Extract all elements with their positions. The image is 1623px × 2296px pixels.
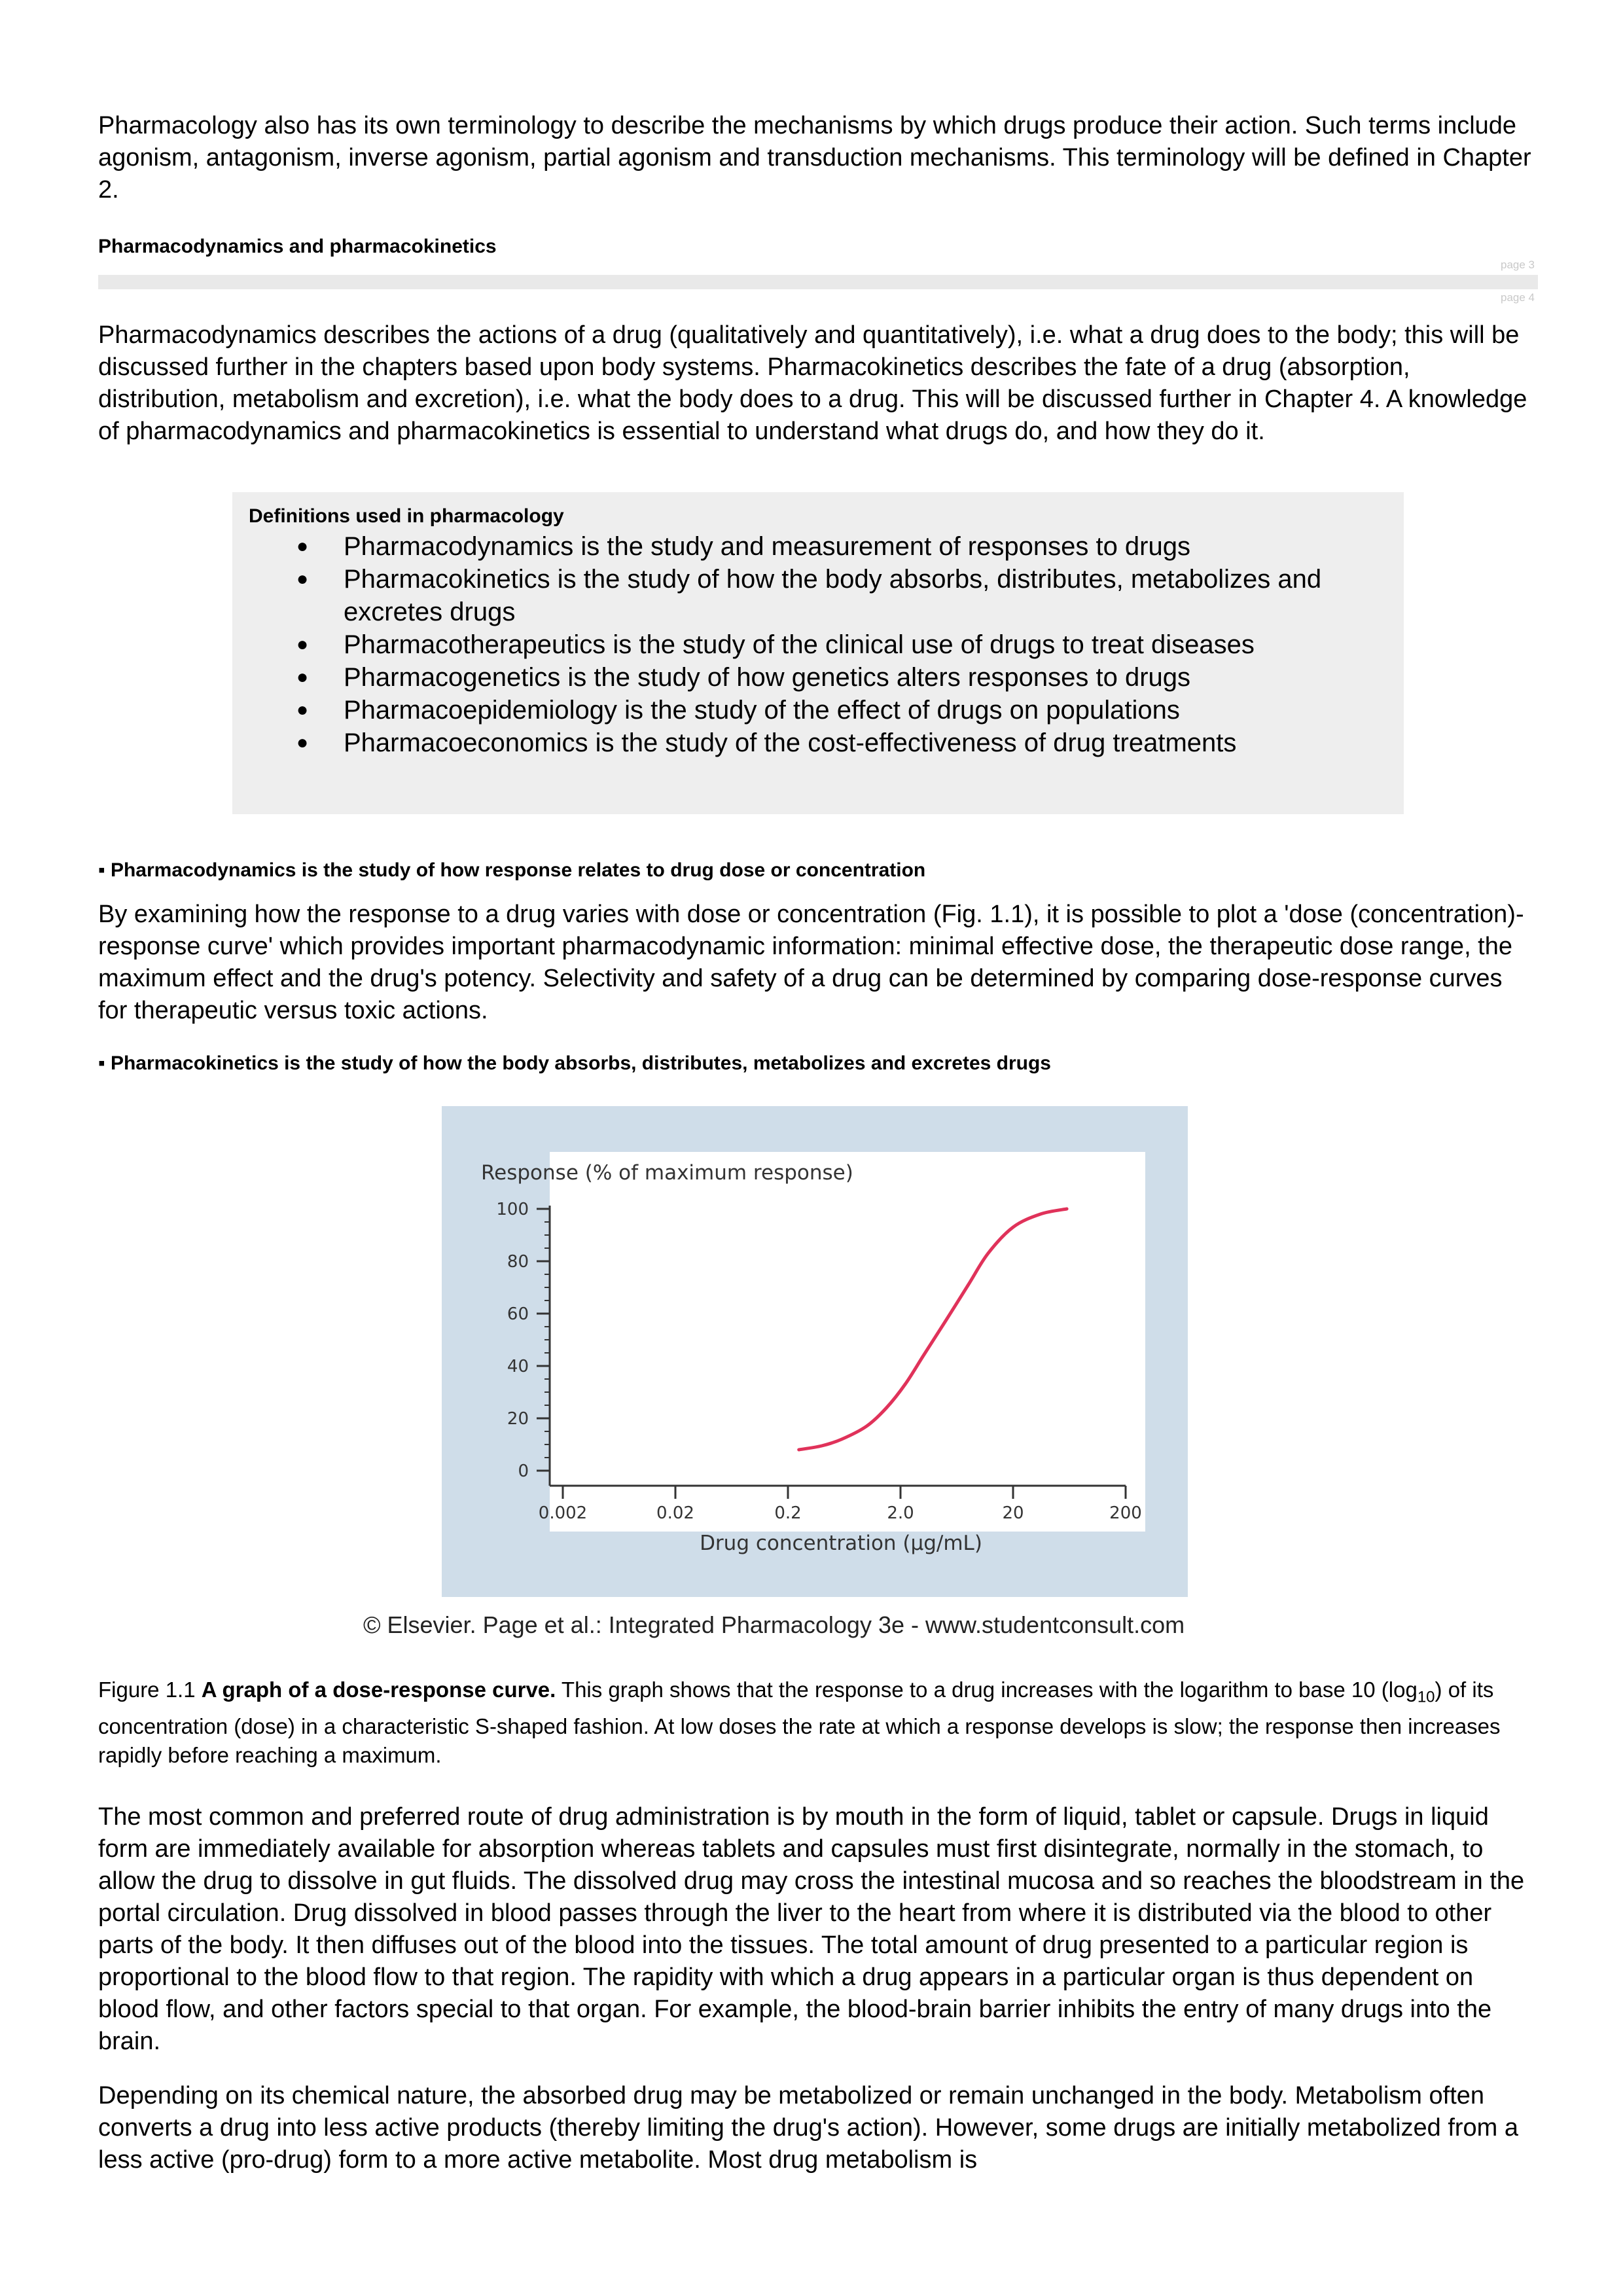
dose-response-figure: [442, 1106, 1188, 1597]
bullet-icon: ●: [296, 732, 309, 753]
bullet-icon: ●: [296, 535, 309, 557]
y-tick-label: 40: [507, 1357, 529, 1376]
caption-subscript: 10: [1417, 1688, 1435, 1706]
bullet-icon: ●: [296, 699, 309, 721]
y-axis: [496, 1200, 550, 1486]
caption-text-1: This graph shows that the response to a drug increases with the logarithm to base 10 (log: [556, 1677, 1418, 1702]
x-tick-label: 0.02: [656, 1503, 694, 1523]
y-tick-label: 80: [507, 1252, 529, 1272]
heading-pharmacokinetics: ▪ Pharmacokinetics is the study of how the body absorbs, distributes, metabolizes and excretes drugs: [98, 1052, 1051, 1074]
definition-item: ● Pharmacoepidemiology is the study of the effect of drugs on populations: [232, 694, 1351, 726]
definitions-list: [232, 530, 1351, 759]
x-tick-label: 200: [1109, 1503, 1142, 1523]
figure-caption: [98, 1676, 1544, 1770]
intro-paragraph: Pharmacology also has its own terminology to describe the mechanisms by which drugs produce their action. Such terms include agonism, antagonism, inverse agonism, partial agonism and transduction mechanisms. This terminology will be defined in Chapter 2.: [98, 112, 1531, 204]
y-axis-label: Response (% of maximum response): [481, 1161, 853, 1185]
definitions-title: Definitions used in pharmacology: [249, 505, 564, 527]
dose-response-chart: [442, 1106, 1188, 1597]
section-heading: Pharmacodynamics and pharmacokinetics: [98, 236, 497, 257]
definitions-box: [232, 492, 1404, 814]
pd-paragraph: By examining how the response to a drug varies with dose or concentration (Fig. 1.1), it is possible to plot a 'dose (concentration)-response curve' which provides important pharmacodynamic information: minimal effective dose, the therapeutic dose range, the maximum effect and the drug's potency. Selectivity and safety of a drug can be determined by comparing dose-response curves for therapeutic versus toxic actions.: [98, 901, 1524, 1024]
caption-text-2: ) of its concentration (dose) in a characteristic S-shaped fashion. At low doses the rate at which a response develops is slow; the response then increases rapidly before reaching a maximum.: [98, 1677, 1501, 1767]
definition-item: ● Pharmacokinetics is the study of how the body absorbs, distributes, metabolizes and excretes drugs: [232, 563, 1351, 628]
x-axis-label: Drug concentration (μg/mL): [700, 1532, 982, 1555]
x-tick-label: 20: [1002, 1503, 1024, 1523]
definition-item: ● Pharmacogenetics is the study of how genetics alters responses to drugs: [232, 661, 1351, 694]
x-tick-label: 0.2: [774, 1503, 802, 1523]
route-paragraph: The most common and preferred route of drug administration is by mouth in the form of liquid, tablet or capsule. Drugs in liquid form are immediately available for absorption whereas tablets and capsules must first disintegrate, normally in the stomach, to allow the drug to dissolve in gut fluids. The dissolved drug may cross the intestinal mucosa and so reaches the bloodstream in the portal circulation. Drug dissolved in blood passes through the liver to the heart from where it is distributed via the blood to other parts of the body. It then diffuses out of the blood into the tissues. The total amount of drug presented to a particular region is proportional to the blood flow to that region. The rapidity with which a drug appears in a particular organ is thus dependent on blood flow, and other factors special to that organ. For example, the blood-brain barrier inhibits the entry of many drugs into the brain.: [98, 1803, 1525, 2055]
pd-pk-paragraph: Pharmacodynamics describes the actions of a drug (qualitatively and quantitatively), i.e. what a drug does to the body; this will be discussed further in the chapters based upon body systems. Pharmacokinetics describes the fate of a drug (absorption, distribution, metabolism and excretion), i.e. what the body does to a drug. This will be discussed further in Chapter 4. A knowledge of pharmacodynamics and pharmacokinetics is essential to understand what drugs do, and how they do it.: [98, 321, 1527, 445]
caption-label: Figure 1.1: [98, 1677, 202, 1702]
bullet-icon: ●: [296, 634, 309, 655]
page-label-4: page 4: [1501, 291, 1535, 304]
y-tick-label: 0: [518, 1462, 529, 1481]
metabolism-paragraph: Depending on its chemical nature, the absorbed drug may be metabolized or remain unchanged in the body. Metabolism often converts a drug into less active products (thereby limiting the drug's action). However, some drugs are initially metabolized from a less active (pro-drug) form to a more active metabolite. Most drug metabolism is: [98, 2082, 1519, 2174]
caption-title: A graph of a dose-response curve.: [201, 1677, 556, 1702]
y-tick-label: 20: [507, 1409, 529, 1429]
definition-item: ● Pharmacodynamics is the study and measurement of responses to drugs: [232, 530, 1351, 563]
definition-item: ● Pharmacotherapeutics is the study of the clinical use of drugs to treat diseases: [232, 628, 1351, 661]
y-tick-label: 100: [496, 1200, 529, 1219]
page-break-bar: [98, 275, 1538, 289]
plot-area: [550, 1152, 1145, 1532]
definition-item: ● Pharmacoeconomics is the study of the cost-effectiveness of drug treatments: [232, 726, 1351, 759]
bullet-icon: ●: [296, 568, 309, 590]
x-tick-label: 0.002: [538, 1503, 588, 1523]
y-tick-label: 60: [507, 1304, 529, 1324]
page-label-3: page 3: [1501, 259, 1535, 271]
x-tick-label: 2.0: [887, 1503, 914, 1523]
heading-pharmacodynamics: ▪ Pharmacodynamics is the study of how response relates to drug dose or concentration: [98, 859, 926, 881]
bullet-icon: ●: [296, 666, 309, 688]
figure-credit: © Elsevier. Page et al.: Integrated Pharmacology 3e - www.studentconsult.com: [363, 1611, 1185, 1638]
